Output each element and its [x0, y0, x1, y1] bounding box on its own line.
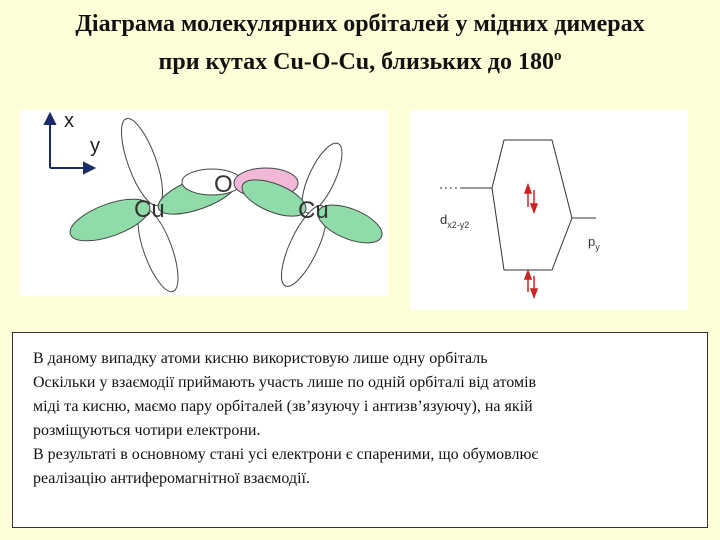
antibonding-electron-pair [525, 185, 537, 212]
energy-diagram [410, 110, 688, 310]
description-line-1: В даному випадку атоми кисню використовую лише одну орбіталь [33, 350, 488, 367]
description-line-3: міді та кисню, маємо пару орбіталей (зв’язуючу і антизв’язуючу), на якій [33, 398, 533, 415]
oxygen-p-label-subscript: y [595, 242, 600, 252]
x-axis-arrowhead [45, 114, 55, 124]
description-line-2: Оскільки у взаємодії приймають участь лише по одній орбіталі від атомів [33, 374, 537, 391]
electron-spin-up-2-head [525, 271, 531, 279]
energy-diagram-panel [410, 110, 688, 310]
oxygen-p-label [588, 234, 600, 252]
description-line-6: реалізацію антиферомагнітної взаємодії. [33, 470, 310, 487]
description-line-4: розміщуються чотири електрони. [33, 422, 261, 439]
electron-spin-down-1-head [531, 204, 537, 212]
electron-spin-up-1-head [525, 185, 531, 193]
oxygen-white-lobe [182, 169, 242, 195]
y-axis-label: y [90, 135, 100, 157]
orbital-picture-panel [20, 110, 388, 296]
title-line-2 [0, 40, 720, 78]
electron-spin-down-2-head [531, 289, 537, 297]
title-line-1: Діаграма молекулярних орбіталей у мідних димерах [75, 11, 645, 37]
description-line-5: В результаті в основному стані усі електрони є спареними, що обумовлює [33, 446, 539, 463]
left-corr-to-bonding [492, 188, 504, 270]
oxygen-label: O [214, 171, 233, 198]
title-line-2-text: при кутах Cu-O-Cu, близьких до 180 [158, 49, 554, 75]
slide-title [0, 8, 720, 78]
right-cu-label: Cu [298, 197, 329, 224]
cu-d-label-subscript: x2-y2 [447, 220, 470, 230]
right-corr-from-bonding [552, 218, 572, 270]
y-axis-arrowhead [84, 163, 94, 173]
left-cu-label: Cu [134, 196, 165, 223]
description-textbox [12, 332, 708, 528]
cu-d-label [440, 212, 469, 230]
right-corr-from-antibonding [552, 140, 572, 218]
x-axis-label: x [64, 110, 74, 132]
orbital-picture [20, 110, 388, 296]
bonding-electron-pair [525, 271, 537, 297]
cu-d-label-main: d [440, 212, 448, 227]
left-corr-to-antibonding [492, 140, 504, 188]
degree-superscript: o [553, 48, 562, 64]
oxygen-p-label-main: p [588, 234, 596, 249]
